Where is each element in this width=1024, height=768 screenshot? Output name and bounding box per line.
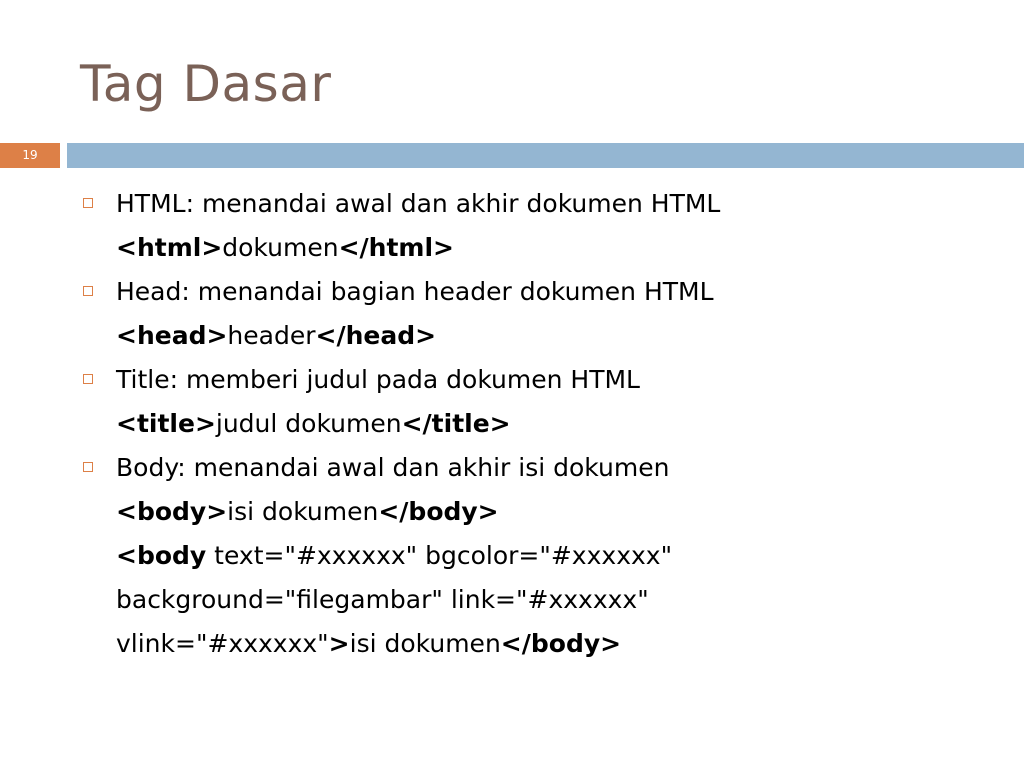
bullet-example <box>116 314 980 358</box>
square-bullet-icon <box>83 374 93 384</box>
attrs-text: text="#xxxxxx" bgcolor="#xxxxxx" <box>206 541 673 570</box>
bullet-example <box>116 402 980 446</box>
example-content: isi dokumen <box>349 629 501 658</box>
square-bullet-icon <box>83 286 93 296</box>
open-tag: <html> <box>116 233 223 262</box>
close-tag: </body> <box>378 497 499 526</box>
bullet-heading: Title: memberi judul pada dokumen HTML <box>116 365 640 394</box>
open-tag: <title> <box>116 409 216 438</box>
bullet-item-html <box>80 182 980 270</box>
bullet-example-attrs-line2: background="filegambar" link="#xxxxxx" <box>116 585 649 614</box>
bullet-item-title <box>80 358 980 446</box>
example-content: isi dokumen <box>227 497 379 526</box>
open-tag-end: > <box>328 629 350 658</box>
slide-title: Tag Dasar <box>80 55 332 113</box>
open-tag: <head> <box>116 321 228 350</box>
attrs-text: vlink="#xxxxxx" <box>116 629 329 658</box>
bullet-list <box>80 182 980 666</box>
close-tag: </body> <box>500 629 622 658</box>
example-content: judul dokumen <box>215 409 402 438</box>
header-accent-bar <box>67 143 1024 168</box>
bullet-example-attrs-line1 <box>116 534 980 578</box>
slide-number-badge <box>0 143 60 168</box>
open-tag: <body> <box>116 497 228 526</box>
example-content: header <box>227 321 316 350</box>
example-content: dokumen <box>222 233 339 262</box>
bullet-heading: HTML: menandai awal dan akhir dokumen HTML <box>116 189 721 218</box>
close-tag: </title> <box>401 409 511 438</box>
open-tag: <body <box>116 541 207 570</box>
bullet-heading: Head: menandai bagian header dokumen HTML <box>116 277 714 306</box>
bullet-example-attrs-line3 <box>116 622 980 666</box>
close-tag: </head> <box>315 321 437 350</box>
bullet-example <box>116 490 980 534</box>
bullet-example <box>116 226 980 270</box>
bullet-heading: Body: menandai awal dan akhir isi dokumen <box>116 453 670 482</box>
close-tag: </html> <box>338 233 454 262</box>
bullet-item-body <box>80 446 980 666</box>
square-bullet-icon <box>83 198 93 208</box>
square-bullet-icon <box>83 462 93 472</box>
slide-number: 19 <box>22 148 38 162</box>
bullet-item-head <box>80 270 980 358</box>
